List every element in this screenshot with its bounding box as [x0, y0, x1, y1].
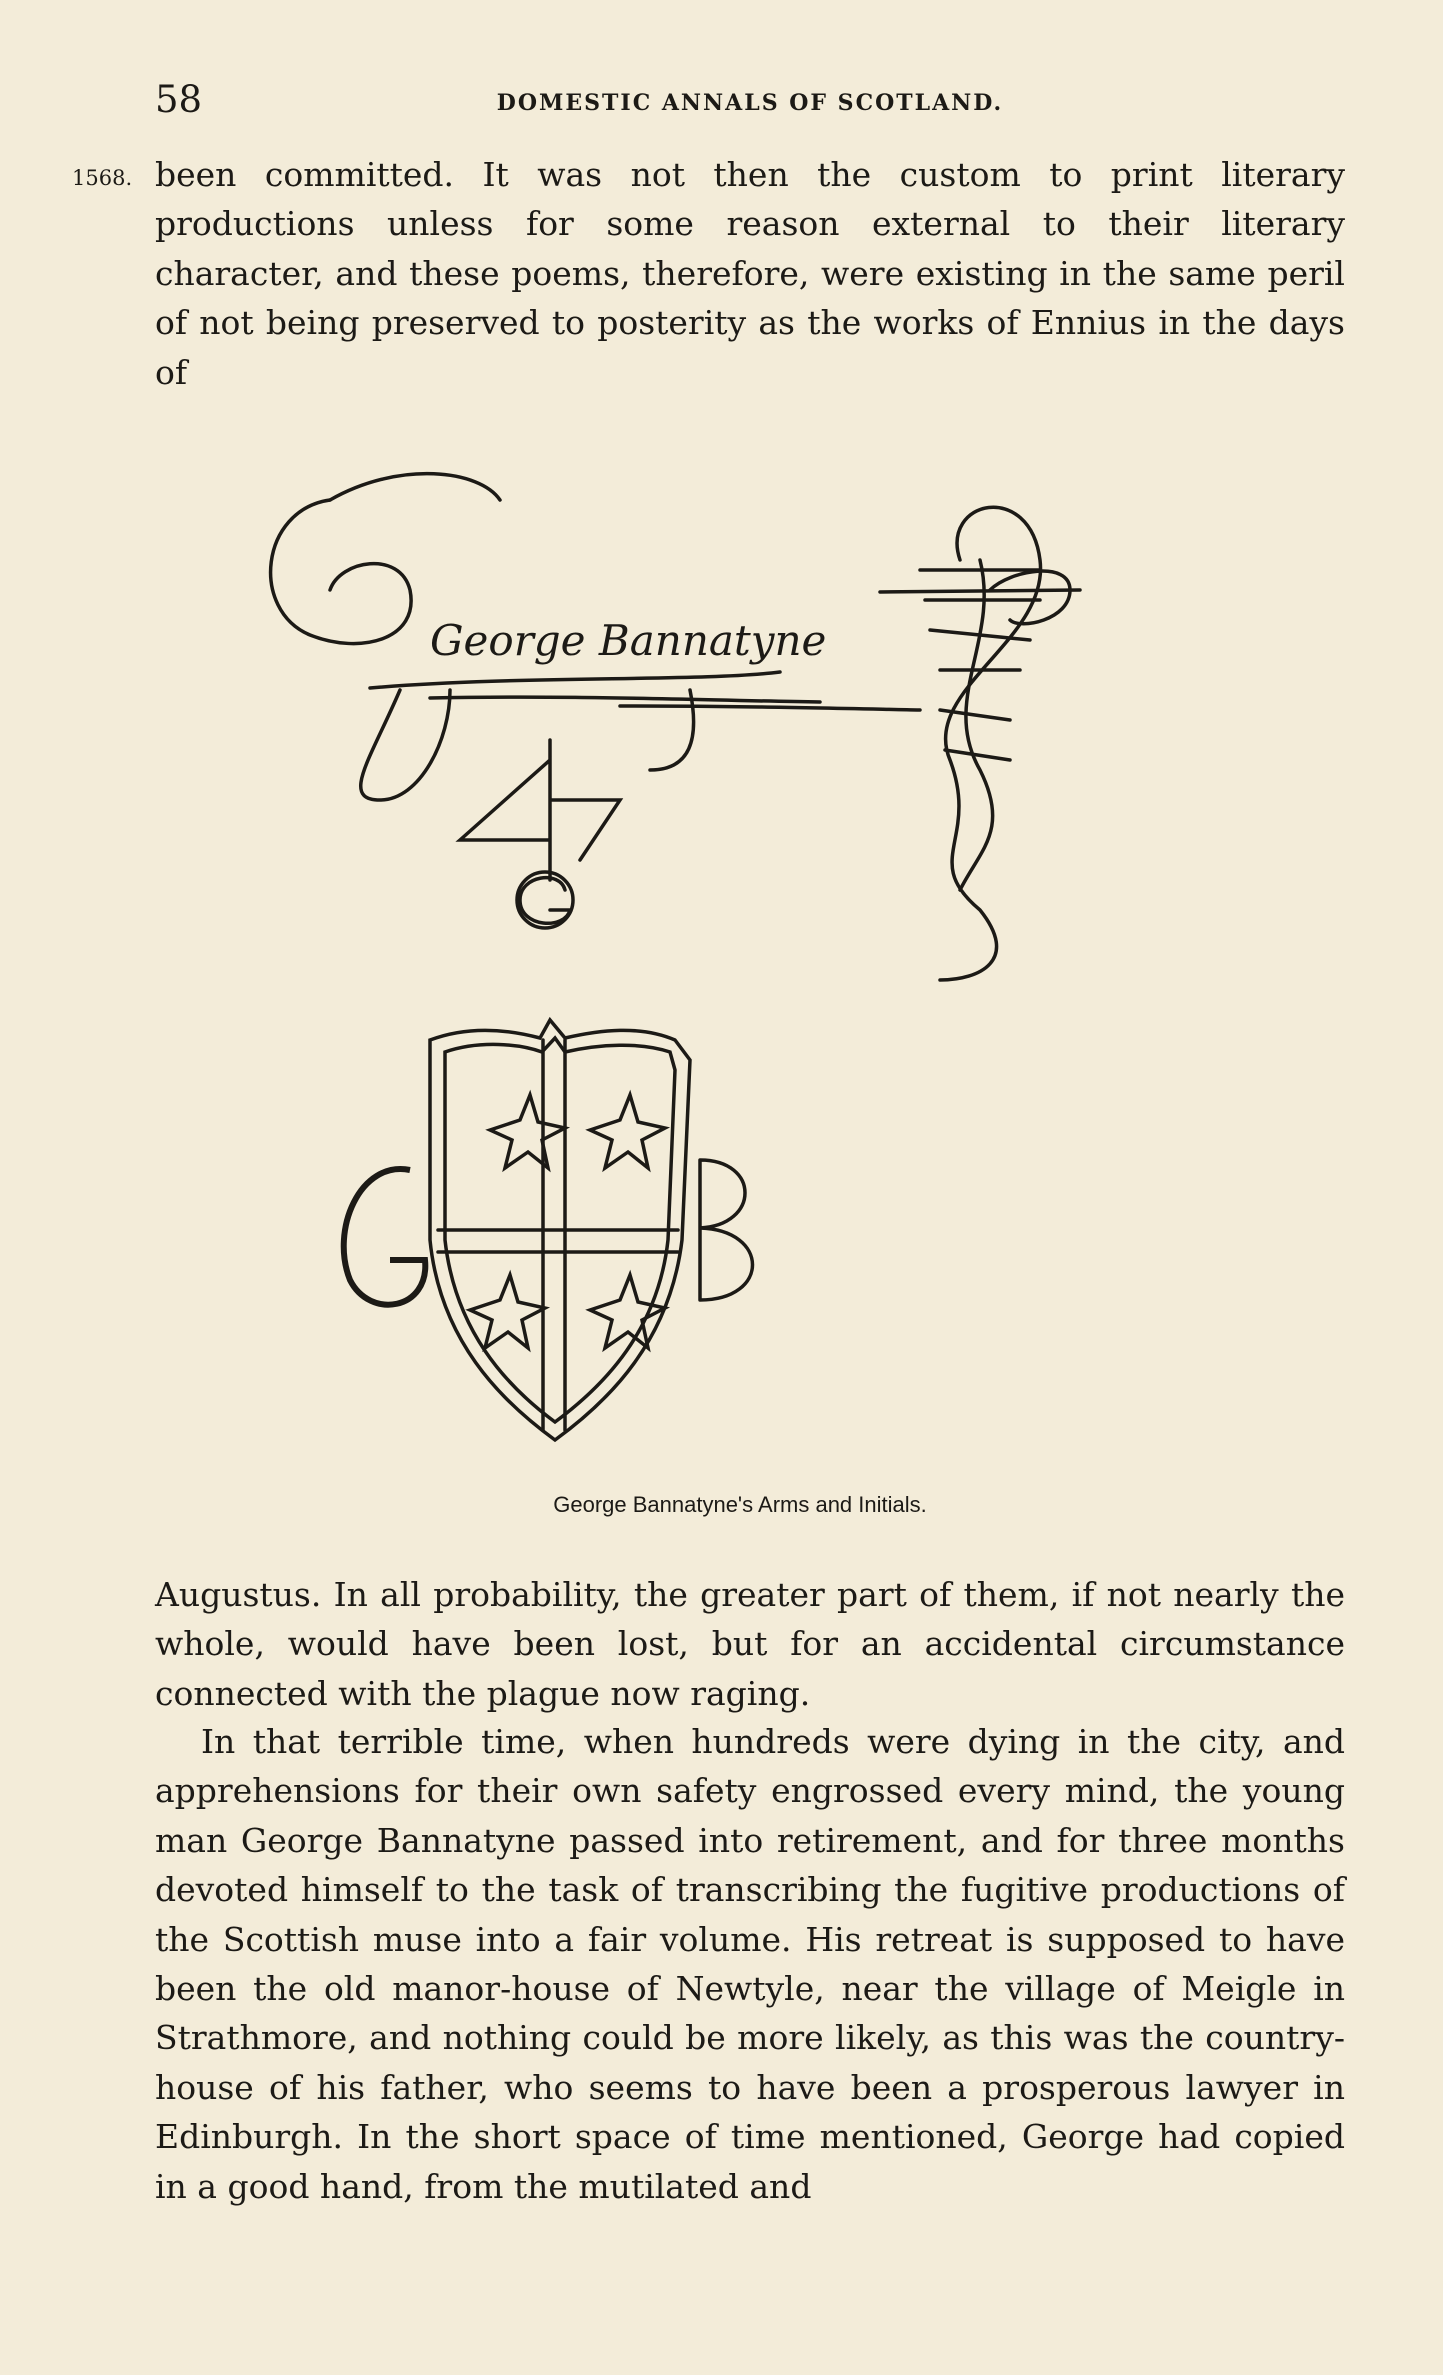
paragraph-continued: Augustus. In all probability, the greater part of them, if not nearly the whole, would have been lost, but for an accidental circumstance connected with the plague now raging.: [155, 1575, 1345, 1713]
page-header: [155, 78, 1345, 128]
shield-cross-vertical: [543, 1040, 565, 1430]
arms-illustration: [220, 440, 1260, 1500]
margin-year: 1568.: [72, 166, 133, 190]
signature-g-loop: [330, 474, 500, 500]
arms-figure: [220, 440, 1260, 1560]
figure-caption: George Bannatyne's Arms and Initials.: [553, 1492, 927, 1517]
star-icon: [590, 1095, 665, 1168]
paragraph-top: been committed. It was not then the custom to print literary productions unless for some reason external to their literary character, and these poems, therefore, were existing in the same peril of not being preserved to posterity as the works of Ennius in the days of: [155, 155, 1345, 392]
signature-text: George Bannatyne: [430, 616, 827, 665]
star-icon: [470, 1275, 545, 1348]
signature-underline: [370, 672, 780, 688]
page-number: 58: [155, 78, 203, 121]
running-title: DOMESTIC ANNALS OF SCOTLAND.: [496, 90, 1004, 116]
signature-g-flourish: [271, 500, 411, 644]
paragraph-next: In that terrible time, when hundreds were dying in the city, and apprehensions for their own safety engrossed every mind, the young man George Bannatyne passed into retirement, and for three months devoted himself to the task of transcribing the fugitive productions of the Scottish muse into a fair volume. His retreat is supposed to have been the old manor-house of Newtyle, near the village of Meigle in Strathmore, and nothing could be more likely, as this was the country-house of his father, who seems to have been a prosperous lawyer in Edinburgh. In the short space of time mentioned, George had copied in a good hand, from the mutilated and: [155, 1722, 1345, 2206]
monogram-cross: [460, 740, 620, 880]
shield-cross-horizontal: [438, 1230, 678, 1252]
star-icon: [490, 1095, 565, 1168]
star-icon: [590, 1275, 665, 1348]
signature-knot: [940, 507, 1041, 980]
